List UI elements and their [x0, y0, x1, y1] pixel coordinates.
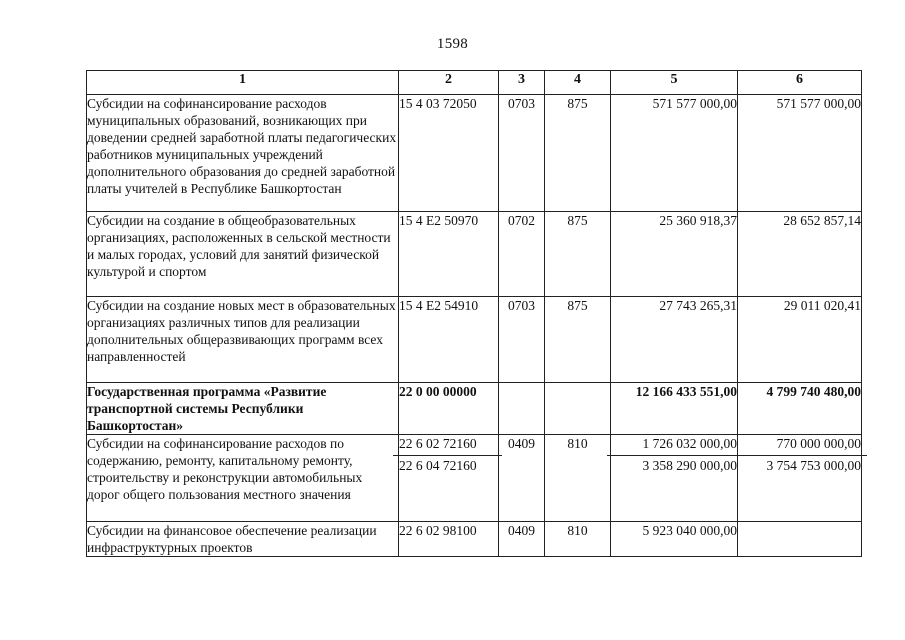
row-amount-2-cell [738, 522, 862, 557]
row-amount-2-cell-value: 28 652 857,14 [783, 213, 861, 228]
row-amount-2-cell [738, 435, 862, 522]
row-amount-1-cell-value: 12 166 433 551,00 [635, 384, 737, 399]
row-code-cell-value: 22 6 02 72160 [399, 436, 477, 451]
row-name-cell: Субсидии на софинансирование расходов муниципальных образований, возникающих при доведении средней заработной платы педагогических работников муниципальных учреждений дополнительного образования до средней заработной платы учителей в Республике Башкортостан [87, 95, 399, 212]
row-name-cell: Субсидии на создание новых мест в образовательных организациях различных типов для реализации дополнительных общеразвивающих программ всех направленностей [87, 297, 399, 383]
row-kind-cell [545, 383, 611, 435]
col-header-kind: 4 [545, 71, 611, 95]
page-number: 1598 [436, 36, 469, 52]
row-name-cell: Государственная программа «Развитие транспортной системы Республики Башкортостан» [87, 383, 399, 435]
table-row [87, 435, 862, 522]
row-amount-2-cell-value: 770 000 000,00 [776, 436, 861, 451]
table-header-row [87, 71, 862, 95]
row-section-cell [499, 383, 545, 435]
row-amount-2-cell [738, 383, 862, 435]
row-kind-cell: 875 [545, 212, 611, 297]
row-code-cell [399, 435, 499, 522]
row-amount-2-cell-value: 3 754 753 000,00 [734, 455, 867, 474]
row-section-cell: 0703 [499, 297, 545, 383]
row-amount-1-cell-value: 27 743 265,31 [659, 298, 737, 313]
row-code-cell [399, 522, 499, 557]
row-amount-2-cell-value: 29 011 020,41 [783, 298, 861, 313]
row-amount-2-cell [738, 212, 862, 297]
row-amount-2-cell-value: 4 799 740 480,00 [766, 384, 861, 399]
row-amount-1-cell-value: 1 726 032 000,00 [642, 436, 737, 451]
row-name-cell: Субсидии на софинансирование расходов по содержанию, ремонту, капитальному ремонту, строительству и реконструкции автомобильных дорог общего пользования местного значения [87, 435, 399, 522]
col-header-amount-2: 6 [738, 71, 862, 95]
row-amount-1-cell-value: 5 923 040 000,00 [642, 523, 737, 538]
row-amount-2-cell [738, 95, 862, 212]
row-code-cell [399, 212, 499, 297]
row-amount-1-cell [611, 383, 738, 435]
row-amount-1-cell-value: 3 358 290 000,00 [607, 455, 743, 474]
row-amount-1-cell-value: 25 360 918,37 [659, 213, 737, 228]
table-row [87, 522, 862, 557]
row-amount-1-cell [611, 297, 738, 383]
row-code-cell [399, 95, 499, 212]
row-code-cell-value: 22 6 04 72160 [393, 455, 502, 474]
table-row [87, 212, 862, 297]
row-code-cell-value: 15 4 E2 54910 [399, 298, 479, 313]
row-code-cell [399, 383, 499, 435]
row-kind-cell: 875 [545, 297, 611, 383]
row-name-cell: Субсидии на создание в общеобразовательных организациях, расположенных в сельской местности и малых городах, условий для занятий физической культурой и спортом [87, 212, 399, 297]
budget-table [86, 70, 862, 557]
row-name-cell: Субсидии на финансовое обеспечение реализации инфраструктурных проектов [87, 522, 399, 557]
row-amount-1-cell [611, 212, 738, 297]
row-code-cell-value: 22 6 02 98100 [399, 523, 477, 538]
col-header-amount-1: 5 [611, 71, 738, 95]
row-section-cell: 0409 [499, 522, 545, 557]
col-header-name: 1 [87, 71, 399, 95]
row-amount-1-cell [611, 435, 738, 522]
row-amount-1-cell-value: 571 577 000,00 [652, 96, 737, 111]
row-amount-2-cell [738, 297, 862, 383]
row-amount-1-cell [611, 95, 738, 212]
row-amount-1-cell [611, 522, 738, 557]
row-kind-cell: 810 [545, 522, 611, 557]
row-section-cell: 0703 [499, 95, 545, 212]
row-kind-cell: 810 [545, 435, 611, 522]
table-row [87, 95, 862, 212]
row-code-cell-value: 22 0 00 00000 [399, 384, 477, 399]
table-row [87, 383, 862, 435]
row-kind-cell: 875 [545, 95, 611, 212]
row-section-cell: 0702 [499, 212, 545, 297]
row-code-cell-value: 15 4 E2 50970 [399, 213, 479, 228]
table-row [87, 297, 862, 383]
col-header-code: 2 [399, 71, 499, 95]
col-header-section: 3 [499, 71, 545, 95]
row-amount-2-cell-value: 571 577 000,00 [776, 96, 861, 111]
row-code-cell-value: 15 4 03 72050 [399, 96, 477, 111]
row-code-cell [399, 297, 499, 383]
row-section-cell: 0409 [499, 435, 545, 522]
